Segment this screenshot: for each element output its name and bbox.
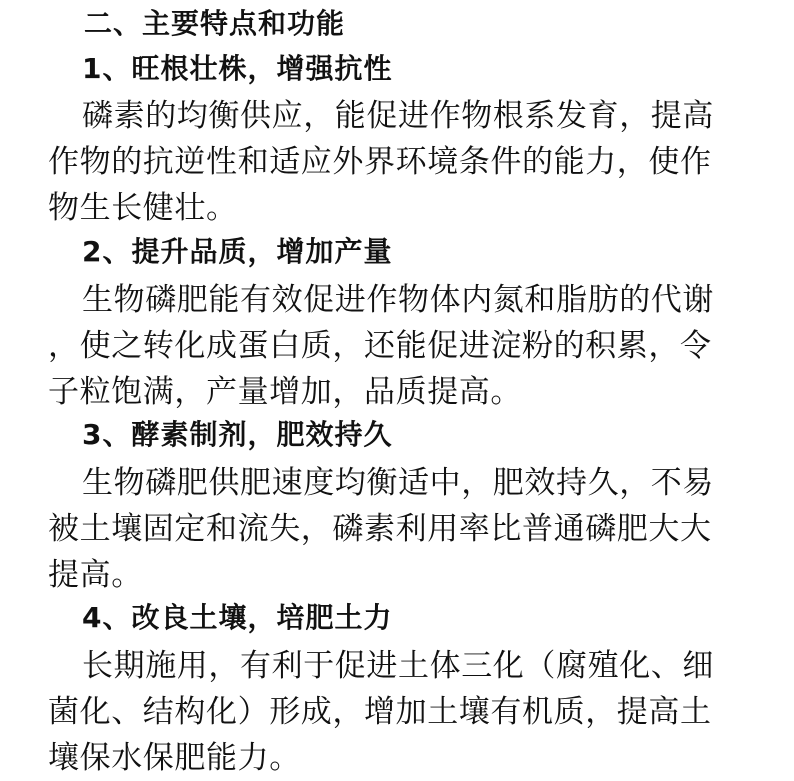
point-1-body-line-2: 作物的抗逆性和适应外界环境条件的能力，使作 — [48, 144, 712, 180]
point-2-body-line-2: ，使之转化成蛋白质，还能促进淀粉的积累，令 — [48, 328, 712, 364]
point-4-body-line-3: 壤保水保肥能力。 — [48, 740, 301, 776]
point-1-heading: 1、旺根壮株，增强抗性 — [82, 52, 393, 85]
point-1-body-line-1: 磷素的均衡供应，能促进作物根系发育，提高 — [82, 98, 714, 134]
point-3-heading: 3、酵素制剂，肥效持久 — [82, 418, 393, 451]
point-3-body-line-3: 提高。 — [48, 557, 143, 593]
point-3-body-line-2: 被土壤固定和流失，磷素利用率比普通磷肥大大 — [48, 511, 712, 547]
point-4-body-line-1: 长期施用，有利于促进土体三化（腐殖化、细 — [82, 648, 714, 684]
point-3-body-line-1: 生物磷肥供肥速度均衡适中，肥效持久，不易 — [82, 465, 714, 501]
point-2-body-line-3: 子粒饱满，产量增加，品质提高。 — [48, 374, 522, 410]
section-title: 二、主要特点和功能 — [84, 7, 346, 40]
point-4-heading: 4、改良土壤，培肥土力 — [82, 601, 393, 634]
point-2-body-line-1: 生物磷肥能有效促进作物体内氮和脂肪的代谢 — [82, 282, 714, 318]
point-1-body-line-3: 物生长健壮。 — [48, 190, 238, 226]
point-2-heading: 2、提升品质，增加产量 — [82, 235, 393, 268]
point-4-body-line-2: 菌化、结构化）形成，增加土壤有机质，提高土 — [48, 694, 712, 730]
